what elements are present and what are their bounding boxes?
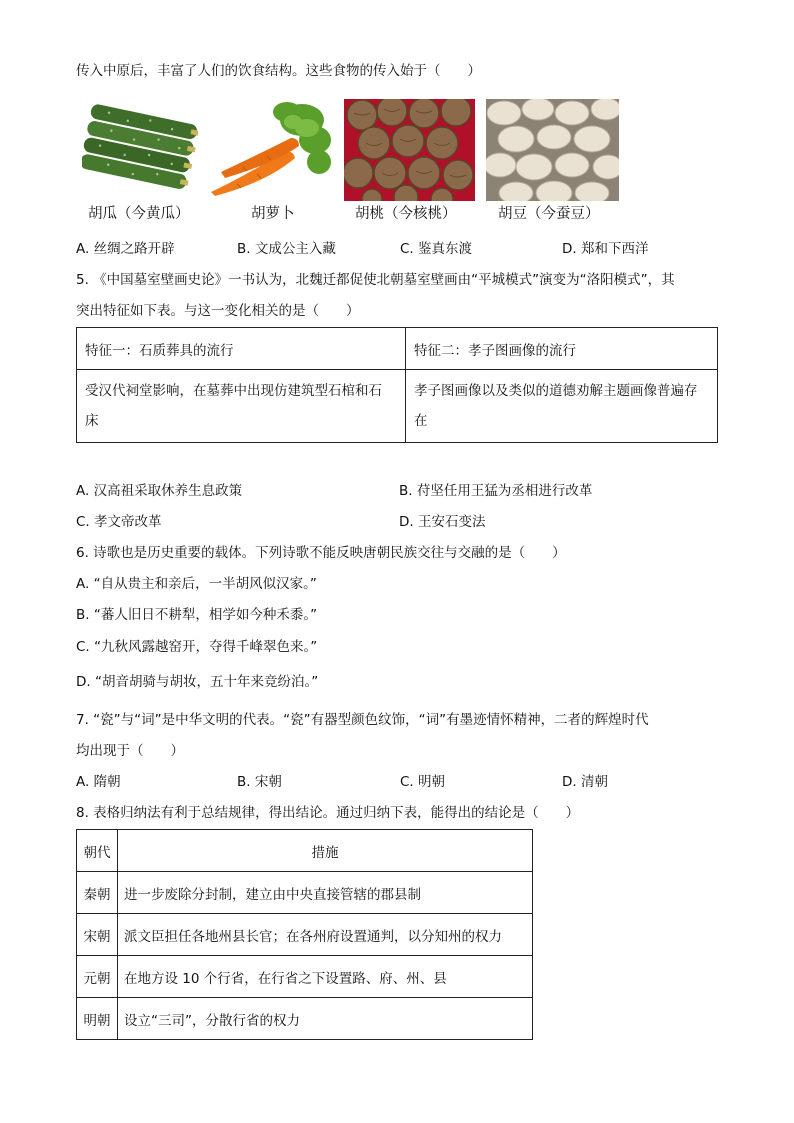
q5-table-cell-2 [406,370,718,443]
q8-cell-measure: 进一步废除分封制，建立由中央直接管辖的郡县制 [118,872,533,914]
table-row [77,956,533,998]
q5-stem-line2: 突出特征如下表。与这一变化相关的是（ ） [76,303,360,319]
walnut-image [344,99,475,201]
q8-cell-dynasty: 宋朝 [77,914,118,956]
food-caption-broad-bean: 胡豆（今蚕豆） [498,206,600,222]
q4-option-c[interactable]: C. 鉴真东渡 [400,241,473,257]
q5-option-c[interactable]: C. 孝文帝改革 [76,514,162,530]
food-caption-cucumber: 胡瓜（今黄瓜） [88,206,190,222]
q5-table-head-2: 特征二：孝子图画像的流行 [406,328,718,370]
q7-option-d[interactable]: D. 清朝 [562,774,608,790]
q5-table-cell-2-line1: 孝子图画像以及类似的道德劝解主题画像普遍存 [414,383,698,399]
q5-option-b[interactable]: B. 苻坚任用王猛为丞相进行改革 [399,483,593,499]
q4-option-a[interactable]: A. 丝绸之路开辟 [76,241,175,257]
table-row [77,872,533,914]
q6-option-d[interactable]: D. “胡音胡骑与胡妆，五十年来竞纷泊。” [76,674,319,690]
carrot-image [207,100,333,200]
q6-stem: 6. 诗歌也是历史重要的载体。下列诗歌不能反映唐朝民族交往与交融的是（ ） [76,545,566,561]
q4-option-b[interactable]: B. 文成公主入藏 [237,241,336,257]
q4-option-d[interactable]: D. 郑和下西洋 [562,241,649,257]
q5-option-d[interactable]: D. 王安石变法 [399,514,486,530]
q8-cell-dynasty: 秦朝 [77,872,118,914]
q5-table-cell-1 [77,370,406,443]
q7-option-b[interactable]: B. 宋朝 [237,774,282,790]
q6-option-c[interactable]: C. “九秋风露越窑开，夺得千峰翠色来。” [76,639,318,655]
q8-stem: 8. 表格归纳法有利于总结规律，得出结论。通过归纳下表，能得出的结论是（ ） [76,805,580,821]
q7-option-c[interactable]: C. 明朝 [400,774,446,790]
q7-option-a[interactable]: A. 隋朝 [76,774,121,790]
q8-cell-measure: 在地方设 10 个行省，在行省之下设置路、府、州、县 [118,956,533,998]
q8-cell-dynasty: 元朝 [77,956,118,998]
q5-option-a[interactable]: A. 汉高祖采取休养生息政策 [76,483,243,499]
q8-table-header-dynasty: 朝代 [77,830,118,872]
q8-cell-dynasty: 明朝 [77,998,118,1040]
q5-table-cell-2-line2: 在 [414,413,428,429]
q7-stem-line1: 7. “瓷”与“词”是中华文明的代表。“瓷”有器型颜色纹饰，“词”有墨迹情怀精神，二者的辉煌时代 [76,712,649,728]
q5-feature-table [76,327,718,443]
q6-option-a[interactable]: A. “自从贵主和亲后，一半胡风似汉家。” [76,576,317,592]
q4-stem: 传入中原后，丰富了人们的饮食结构。这些食物的传入始于（ ） [76,63,481,79]
q8-table-header-measures: 措施 [118,830,533,872]
food-caption-walnut: 胡桃（今核桃） [355,206,457,222]
q7-stem-line2: 均出现于（ ） [76,743,184,759]
q8-cell-measure: 派文臣担任各地州县长官；在各州府设置通判，以分知州的权力 [118,914,533,956]
table-row [77,998,533,1040]
q5-stem-line1: 5. 《中国墓室壁画史论》一书认为，北魏迁都促使北朝墓室壁画由“平城模式”演变为“洛阳模式”，其 [76,272,675,288]
q8-measures-table [76,829,533,1040]
cucumber-image [82,100,198,200]
q5-table-head-1: 特征一：石质葬具的流行 [77,328,406,370]
q8-cell-measure: 设立“三司”，分散行省的权力 [118,998,533,1040]
q5-table-cell-1-line1: 受汉代祠堂影响，在墓葬中出现仿建筑型石棺和石 [85,383,382,399]
food-caption-carrot: 胡萝卜 [251,206,295,222]
broad-bean-image [486,99,619,201]
q5-table-cell-1-line2: 床 [85,413,99,429]
q6-option-b[interactable]: B. “蕃人旧日不耕犁，相学如今种禾黍。” [76,607,318,623]
table-row [77,914,533,956]
